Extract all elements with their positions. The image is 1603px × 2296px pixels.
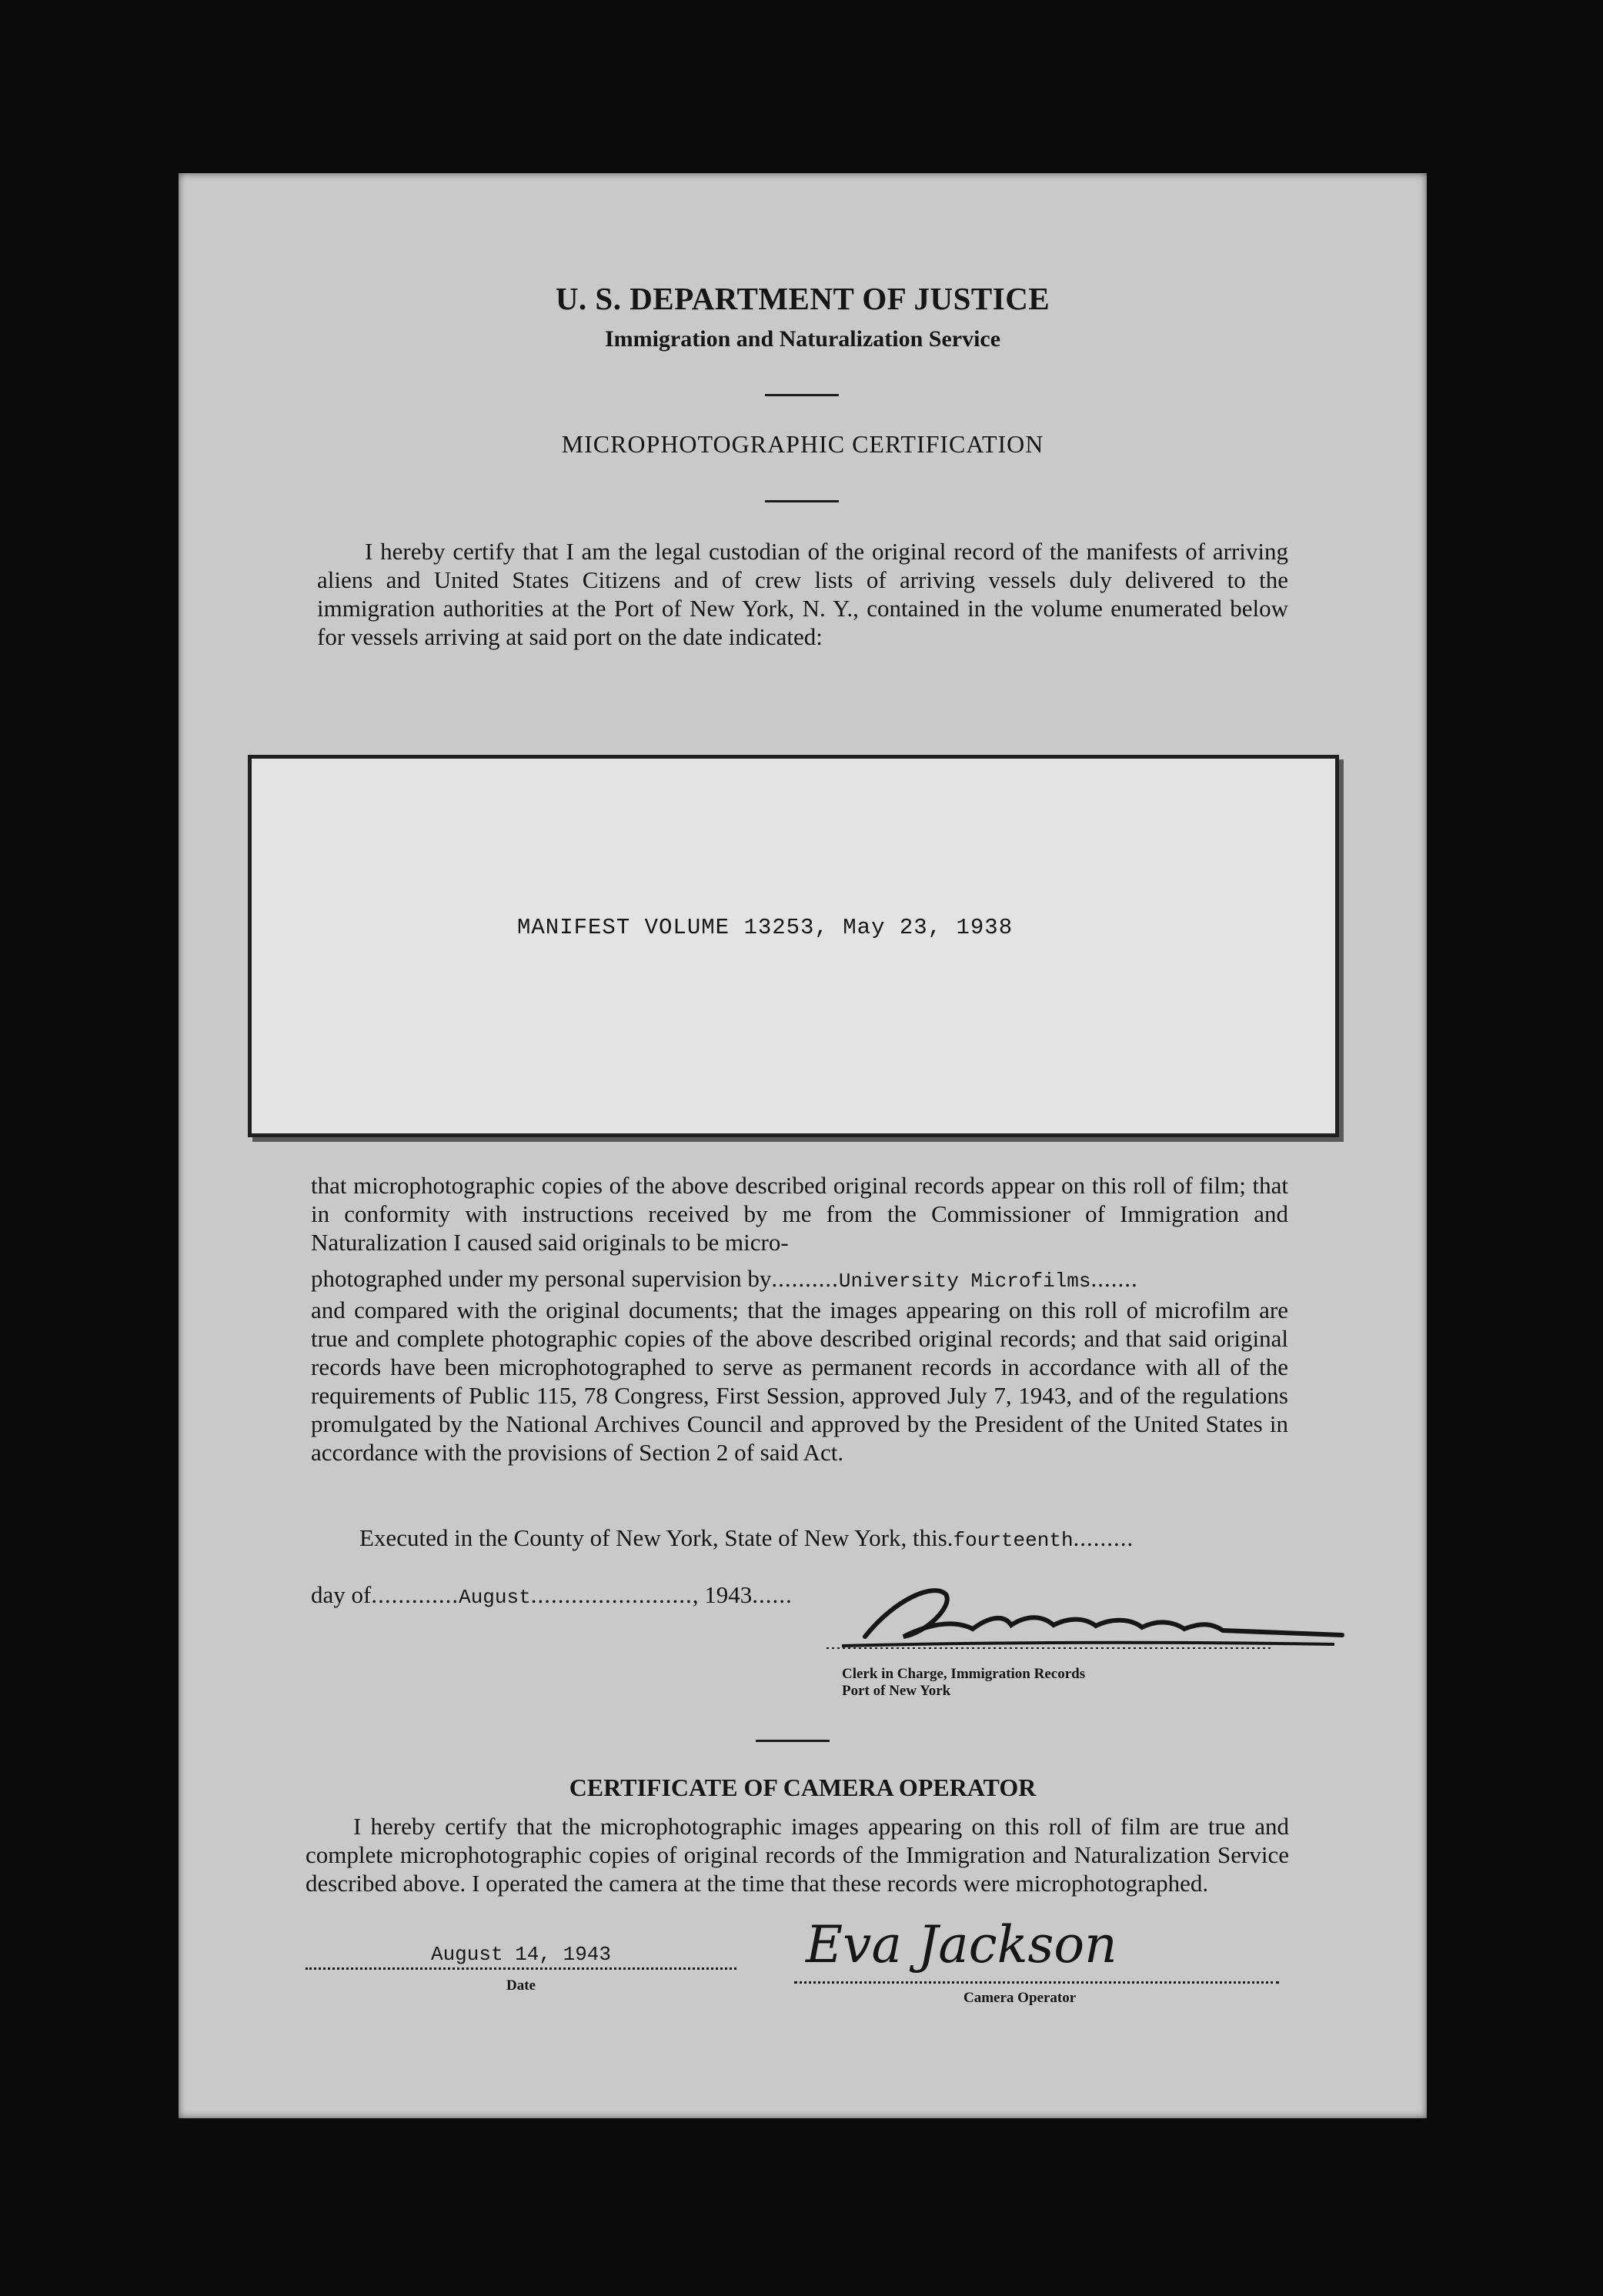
certificate-page: [179, 173, 1427, 2118]
camera-paragraph: I hereby certify that the microphotographic images appearing on this roll of film are true and complete microphotographic copies of original records of the Immigration and Naturalization Service described above. I operated the camera at the time that these records were microphotographed.: [306, 1813, 1289, 1897]
date-value: August 14, 1943: [430, 1943, 612, 1966]
date-label: Date: [506, 1977, 536, 1994]
manifest-volume-text: MANIFEST VOLUME 13253, May 23, 1938: [517, 915, 1014, 940]
executed-day: fourteenth: [953, 1529, 1074, 1552]
executed-month: August: [459, 1586, 531, 1609]
operator-label: Camera Operator: [963, 1990, 1077, 2006]
operator-signature: Eva Jackson: [806, 1915, 1117, 1974]
service-subheading: Immigration and Naturalization Service: [604, 326, 1001, 352]
divider-rule: [765, 500, 839, 502]
operator-signature-field: [794, 1915, 1279, 2007]
clerk-signature: [811, 1575, 1365, 1660]
intro-paragraph: I hereby certify that I am the legal custodian of the original record of the manifests of arriving aliens and United States Citizens and of crew lists of arriving vessels duly delivered to the immigration authorities at the Port of New York, N. Y., contained in the volume enumerated below for vessels arriving at said port on the date indicated:: [317, 538, 1288, 650]
camera-heading: CERTIFICATE OF CAMERA OPERATOR: [569, 1774, 1037, 1801]
clerk-title: Clerk in Charge, Immigration Records Port of New York: [842, 1666, 1086, 1699]
divider-rule: [765, 394, 839, 396]
day-of-line: day of.............August........................, 1943......: [311, 1581, 793, 1609]
date-field: [306, 1943, 736, 1994]
supervision-line: photographed under my personal supervision by..........University Microfilms.......: [311, 1265, 1138, 1293]
body-paragraph: that microphotographic copies of the above described original records appear on this roll of film; that in conformity with instructions received by me from the Commissioner of Immigration and Naturalization I caused said originals to be micro- photographed under my personal supervision by..........University Microfilms....... and compared with the original documents; that the images appearing on this roll of microfilm are true and complete photographic copies of the above described original records; and that said original records have been microphotographed to serve as permanent records in accordance with all of the requirements of Public 115, 78 Congress, First Session, approved July 7, 1943, and of the regulations promulgated by the National Archives Council and approved by the President of the United States in accordance with the provisions of Section 2 of said Act.: [311, 1172, 1288, 1466]
department-heading: U. S. DEPARTMENT OF JUSTICE: [555, 281, 1050, 316]
filmed-by-value: University Microfilms: [838, 1270, 1091, 1293]
executed-year-digit: 3: [740, 1581, 753, 1608]
manifest-slip: [248, 755, 1339, 1137]
certification-title: MICROPHOTOGRAPHIC CERTIFICATION: [561, 430, 1044, 458]
divider-rule: [756, 1740, 830, 1742]
executed-line: Executed in the County of New York, State of New York, this.fourteenth.........: [359, 1524, 1134, 1552]
